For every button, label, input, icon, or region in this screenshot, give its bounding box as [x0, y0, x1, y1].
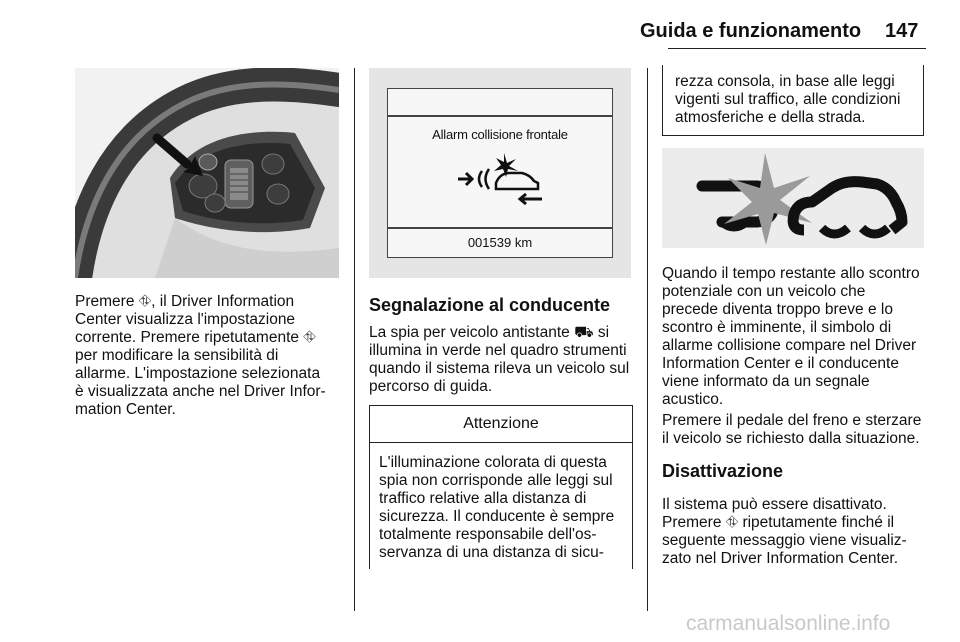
- column2-paragraph: [369, 324, 639, 396]
- text-line: Center visualizza l'impostazione: [75, 311, 296, 328]
- text-line: potenziale con un veicolo che: [662, 283, 866, 300]
- text-line: il veicolo se richiesto dalla situazione.: [662, 430, 920, 447]
- steering-wheel-controls-illustration: [75, 68, 339, 278]
- text-line: allarme. L'impostazione selezionata: [75, 365, 321, 382]
- text-line: è visualizzata anche nel Driver Infor-: [75, 383, 326, 400]
- warning-title: Attenzione: [370, 406, 632, 443]
- text-line: Premere ⛗, il Driver Information: [75, 293, 295, 310]
- text-line: La spia per veicolo antistante ⛟ si: [369, 324, 610, 341]
- text-line: corrente. Premere ripetutamente ⛗: [75, 329, 316, 346]
- column-divider-right: [647, 68, 648, 611]
- text-line: acustico.: [662, 391, 724, 408]
- text-line: seguente messaggio viene visualiz-: [662, 532, 907, 549]
- column3-paragraph-1: [662, 265, 937, 409]
- text-line: percorso di guida.: [369, 378, 493, 395]
- column3-paragraph-2: [662, 412, 937, 448]
- text-line: totalmente responsabile dell'os-: [379, 526, 597, 543]
- text-line: illumina in verde nel quadro strumenti: [369, 342, 627, 359]
- collision-warning-icon: [452, 149, 552, 205]
- driver-information-center-figure: [369, 68, 631, 278]
- warning-box: [369, 405, 633, 569]
- text-line: precede diventa troppo breve e lo: [662, 301, 893, 318]
- text-line: allarme collisione compare nel Driver: [662, 337, 917, 354]
- display-top-rule: [388, 115, 612, 117]
- collision-symbol-figure: [662, 148, 924, 248]
- text-line: viene informato da un segnale: [662, 373, 870, 390]
- text-line: Premere ⛗ ripetutamente finché il: [662, 514, 895, 531]
- text-line: L'illuminazione colorata di questa: [379, 454, 607, 471]
- text-line: scontro è imminente, il simbolo di: [662, 319, 892, 336]
- column3-paragraph-3: [662, 496, 937, 568]
- warning-box-continued: [662, 65, 924, 136]
- text-line: Il sistema può essere disattivato.: [662, 496, 887, 513]
- column1-paragraph: [75, 293, 350, 419]
- display-message: Allarm collisione frontale: [432, 127, 568, 142]
- column-divider-left: [354, 68, 355, 611]
- warning-text: [370, 443, 632, 562]
- text-line: Premere il pedale del freno e sterzare: [662, 412, 922, 429]
- section-heading-driver-warning: Segnalazione al conducente: [369, 295, 611, 315]
- steering-wheel-figure: [75, 68, 339, 278]
- text-line: atmosferiche e della strada.: [675, 109, 866, 126]
- text-line: mation Center.: [75, 401, 176, 418]
- text-line: rezza consola, in base alle leggi: [675, 73, 895, 90]
- page-number: 147: [885, 20, 919, 42]
- section-heading-deactivation: Disattivazione: [662, 461, 784, 481]
- display-odometer: 001539 km: [467, 235, 533, 250]
- page-header-title: Guida e funzionamento: [640, 20, 862, 42]
- text-line: vigenti sul traffico, alle condizioni: [675, 91, 901, 108]
- display-bottom-rule: [388, 227, 612, 229]
- text-line: per modificare la sensibilità di: [75, 347, 279, 364]
- header-rule: [668, 48, 926, 49]
- text-line: traffico relative alla distanza di: [379, 490, 587, 507]
- warning-continued-text: [663, 65, 923, 133]
- text-line: quando il sistema rileva un veicolo sul: [369, 360, 630, 377]
- text-line: zato nel Driver Information Center.: [662, 550, 899, 567]
- watermark: carmanualsonline.info: [686, 612, 891, 635]
- text-line: spia non corrisponde alle leggi sul: [379, 472, 613, 489]
- display-screen: [387, 88, 613, 258]
- text-line: Quando il tempo restante allo scontro: [662, 265, 920, 282]
- text-line: sicurezza. Il conducente è sempre: [379, 508, 615, 525]
- text-line: servanza di una distanza di sicu-: [379, 544, 604, 561]
- collision-alert-icon: [662, 148, 924, 248]
- text-line: Information Center e il conducente: [662, 355, 899, 372]
